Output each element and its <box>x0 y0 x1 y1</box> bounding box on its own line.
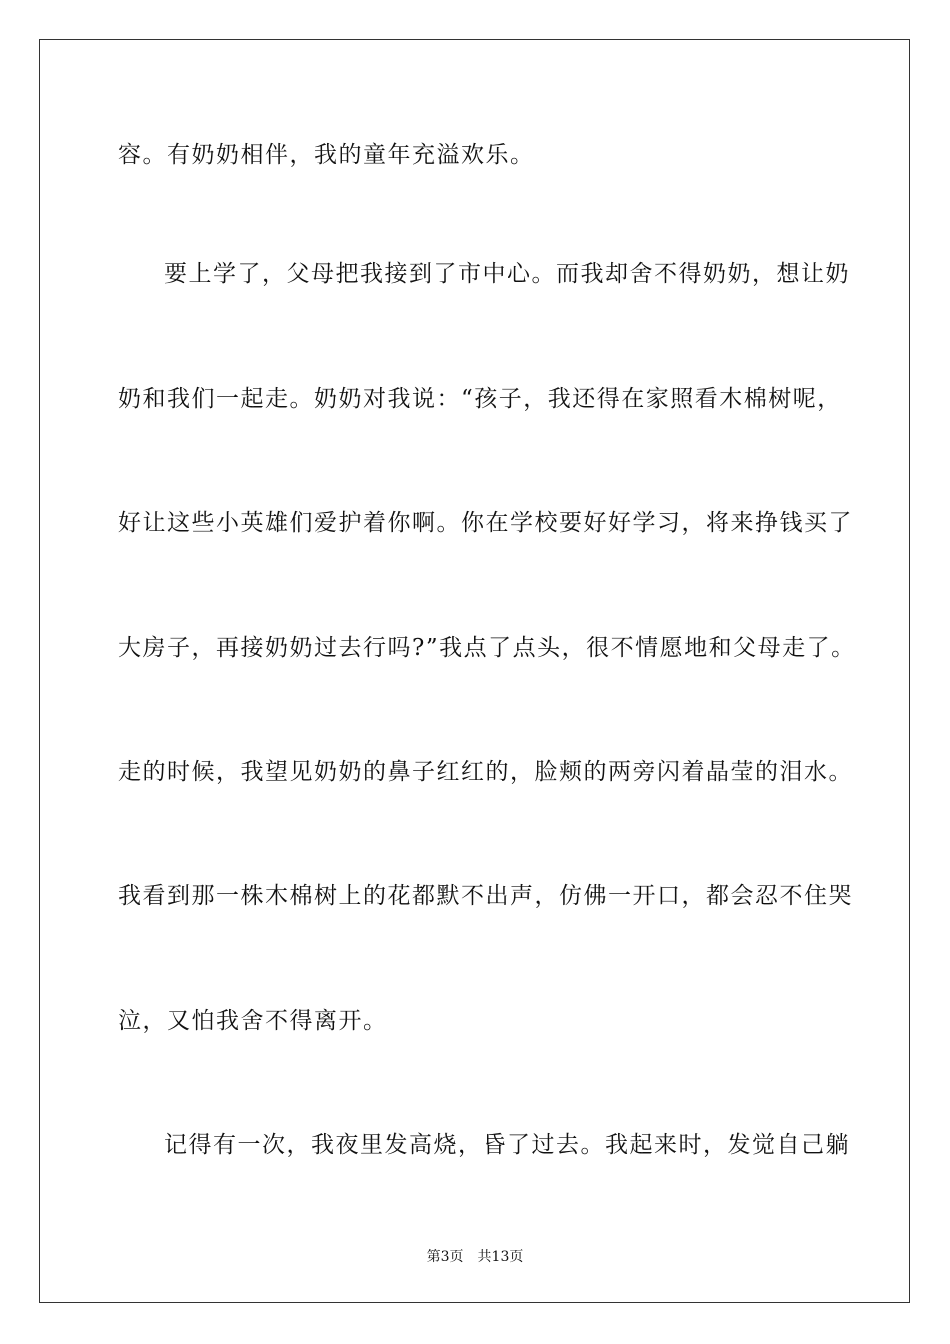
text-line: 走的时候，我望见奶奶的鼻子红红的，脸颊的两旁闪着晶莹的泪水。 <box>118 759 853 785</box>
text-line: 泣，又怕我舍不得离开。 <box>118 1008 388 1034</box>
text-line: 大房子，再接奶奶过去行吗?”我点了点头，很不情愿地和父母走了。 <box>118 635 856 661</box>
page-border <box>39 39 910 1303</box>
paragraph-start-line: 记得有一次，我夜里发高烧，昏了过去。我起来时，发觉自己躺 <box>164 1132 850 1158</box>
paragraph-start-line: 要上学了，父母把我接到了市中心。而我却舍不得奶奶，想让奶 <box>164 261 850 287</box>
page-number: 第3页 <box>426 1249 464 1265</box>
text-line: 我看到那一株木棉树上的花都默不出声，仿佛一开口，都会忍不住哭 <box>118 883 853 909</box>
text-line: 奶和我们一起走。奶奶对我说：“孩子，我还得在家照看木棉树呢， <box>118 386 842 412</box>
text-line: 好让这些小英雄们爱护着你啊。你在学校要好好学习，将来挣钱买了 <box>118 510 853 536</box>
page-total: 共13页 <box>477 1249 524 1265</box>
text-line: 容。有奶奶相伴，我的童年充溢欢乐。 <box>118 142 535 168</box>
page-footer <box>0 1248 950 1266</box>
